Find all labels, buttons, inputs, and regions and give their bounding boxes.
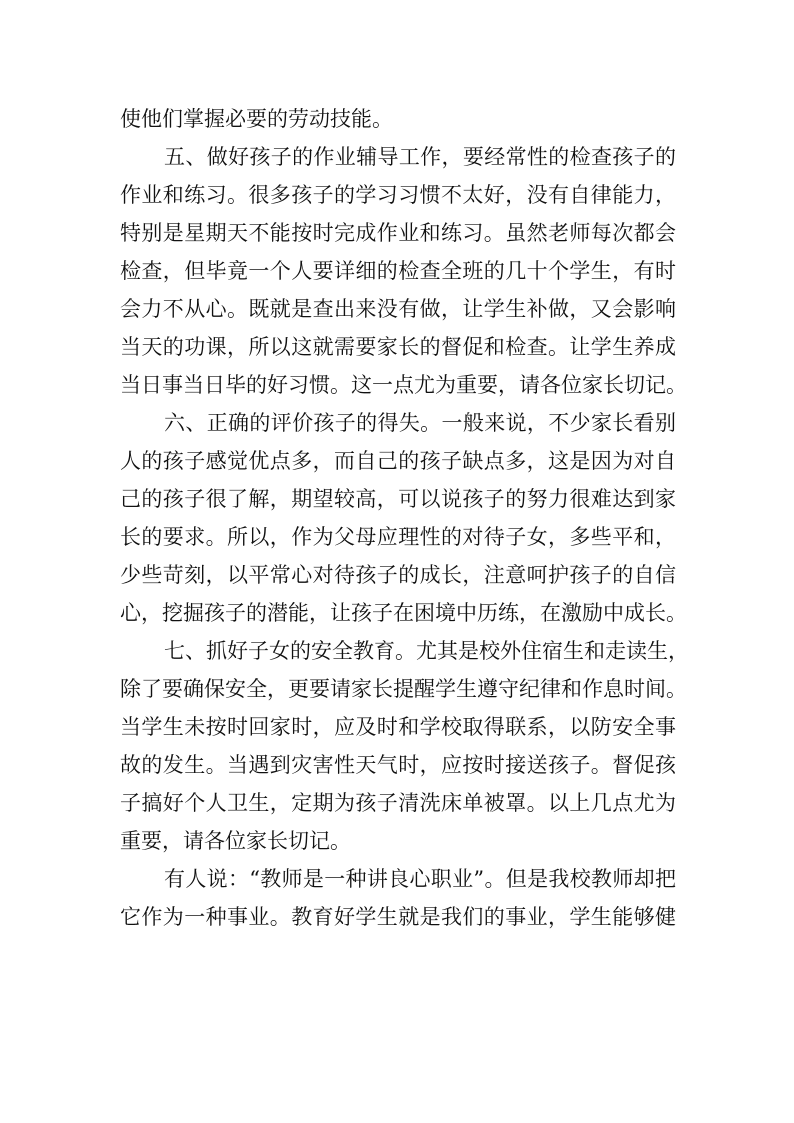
paragraph-line: 当日事当日毕的好习惯。这一点尤为重要，请各位家长切记。 <box>120 373 687 397</box>
paragraph-line: 当学生未按时回家时，应及时和学校取得联系，以防安全事 <box>120 715 676 739</box>
paragraph-line: 使他们掌握必要的劳动技能。 <box>120 107 393 131</box>
paragraph-line: 六、正确的评价孩子的得失。一般来说，不少家长看别 <box>164 411 676 435</box>
paragraph-line: 长的要求。所以，作为父母应理性的对待子女，多些平和， <box>120 525 676 549</box>
paragraph-line: 作业和练习。很多孩子的学习习惯不太好，没有自律能力， <box>120 183 676 207</box>
paragraph-line: 除了要确保安全，更要请家长提醒学生遵守纪律和作息时间。 <box>120 677 687 701</box>
paragraph-line: 重要，请各位家长切记。 <box>120 829 351 853</box>
paragraph-line: 有人说：“教师是一种讲良心职业”。但是我校教师却把 <box>164 867 676 891</box>
paragraph-line: 故的发生。当遇到灾害性天气时，应按时接送孩子。督促孩 <box>120 753 676 777</box>
paragraph-line: 七、抓好子女的安全教育。尤其是校外住宿生和走读生， <box>164 639 689 663</box>
paragraph-line: 会力不从心。既就是查出来没有做，让学生补做，又会影响 <box>120 297 676 321</box>
paragraph-line: 人的孩子感觉优点多，而自己的孩子缺点多，这是因为对自 <box>120 449 676 473</box>
paragraph-line: 子搞好个人卫生，定期为孩子清洗床单被罩。以上几点尤为 <box>120 791 676 815</box>
paragraph-line: 当天的功课，所以这就需要家长的督促和检查。让学生养成 <box>120 335 676 359</box>
paragraph-line: 己的孩子很了解，期望较高，可以说孩子的努力很难达到家 <box>120 487 676 511</box>
paragraph-line: 它作为一种事业。教育好学生就是我们的事业，学生能够健 <box>120 905 676 929</box>
document-body <box>120 100 689 936</box>
paragraph-line: 五、做好孩子的作业辅导工作，要经常性的检查孩子的 <box>164 145 676 169</box>
paragraph-line: 心，挖掘孩子的潜能，让孩子在困境中历练，在激励中成长。 <box>120 601 687 625</box>
paragraph-line: 检查，但毕竟一个人要详细的检查全班的几十个学生，有时 <box>120 259 676 283</box>
paragraph-line: 少些苛刻，以平常心对待孩子的成长，注意呵护孩子的自信 <box>120 563 676 587</box>
paragraph-line: 特别是星期天不能按时完成作业和练习。虽然老师每次都会 <box>120 221 676 245</box>
